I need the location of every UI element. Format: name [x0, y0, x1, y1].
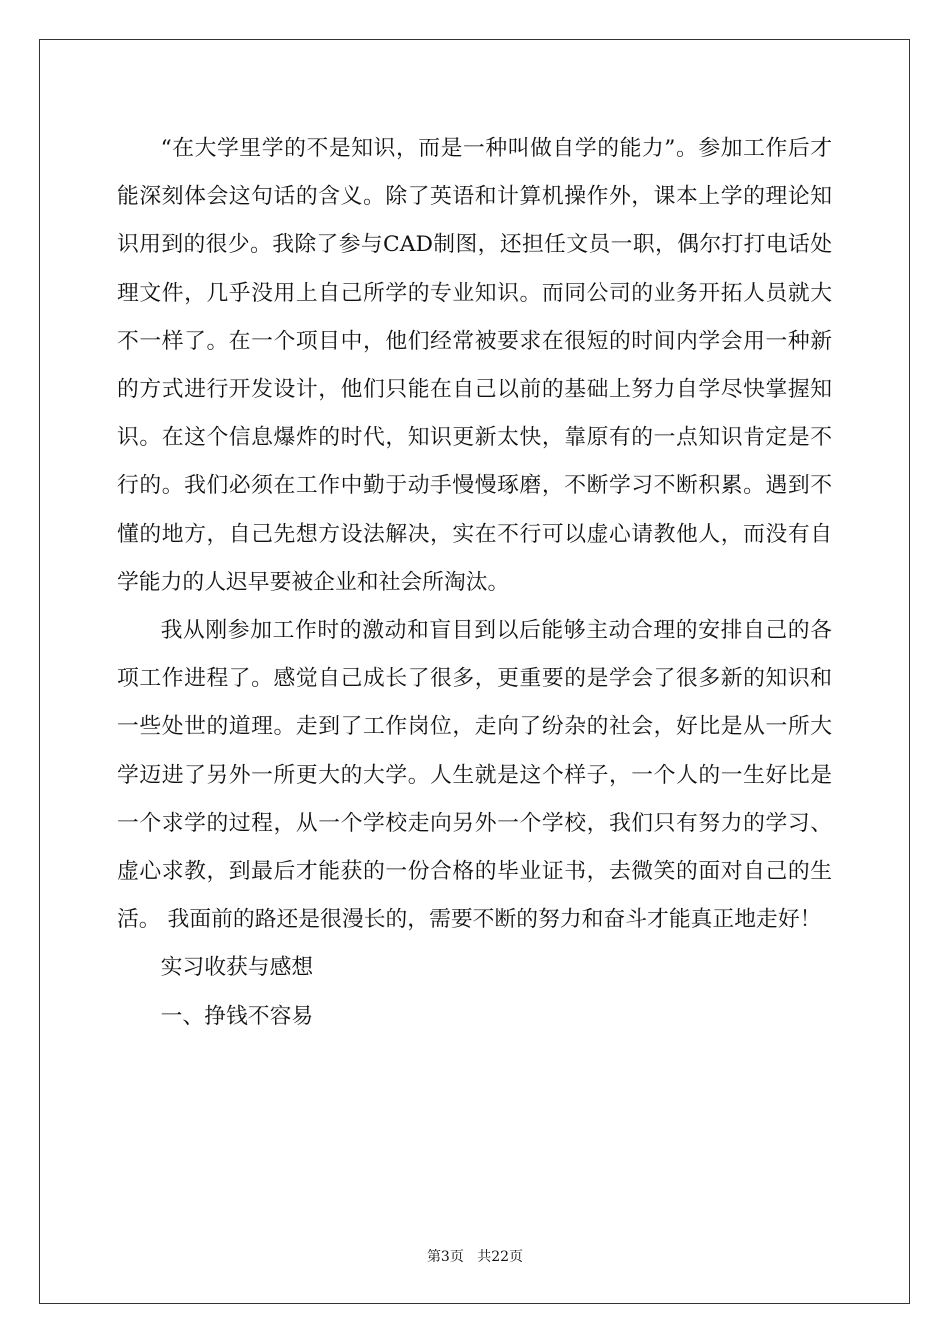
- section-title: 实习收获与感想: [160, 955, 314, 981]
- page-total: 共22页: [477, 1249, 524, 1265]
- page-footer: [0, 1247, 950, 1267]
- paragraph-2: 我从刚参加工作时的激动和盲目到以后能够主动合理的安排自己的各项工作进程了。感觉自己成长了很多，更重要的是学会了很多新的知识和一些处世的道理。走到了工作岗位，走向了纷杂的社会，好比是从一所大学迈进了另外一所更大的大学。人生就是这个样子，一个人的一生好比是一个求学的过程，从一个学校走向另外一个学校，我们只有努力的学习、虚心求教，到最后才能获的一份合格的毕业证书，去微笑的面对自己的生活。 我面前的路还是很漫长的，需要不断的努力和奋斗才能真正地走好！: [117, 618, 832, 933]
- paragraph-1: “在大学里学的不是知识，而是一种叫做自学的能力”。参加工作后才能深刻体会这句话的含义。除了英语和计算机操作外，课本上学的理论知识用到的很少。我除了参与CAD制图，还担任文员一职，偶尔打打电话处理文件，几乎没用上自己所学的专业知识。而同公司的业务开拓人员就大不一样了。在一个项目中，他们经常被要求在很短的时间内学会用一种新的方式进行开发设计，他们只能在自己以前的基础上努力自学尽快掌握知识。在这个信息爆炸的时代，知识更新太快，靠原有的一点知识肯定是不行的。我们必须在工作中勤于动手慢慢琢磨，不断学习不断积累。遇到不懂的地方，自己先想方设法解决，实在不行可以虚心请教他人，而没有自学能力的人迟早要被企业和社会所淘汰。: [117, 136, 832, 595]
- page-number: 第3页: [426, 1249, 464, 1265]
- subsection-title: 一、挣钱不容易: [160, 1003, 314, 1029]
- document-body: [117, 125, 832, 1041]
